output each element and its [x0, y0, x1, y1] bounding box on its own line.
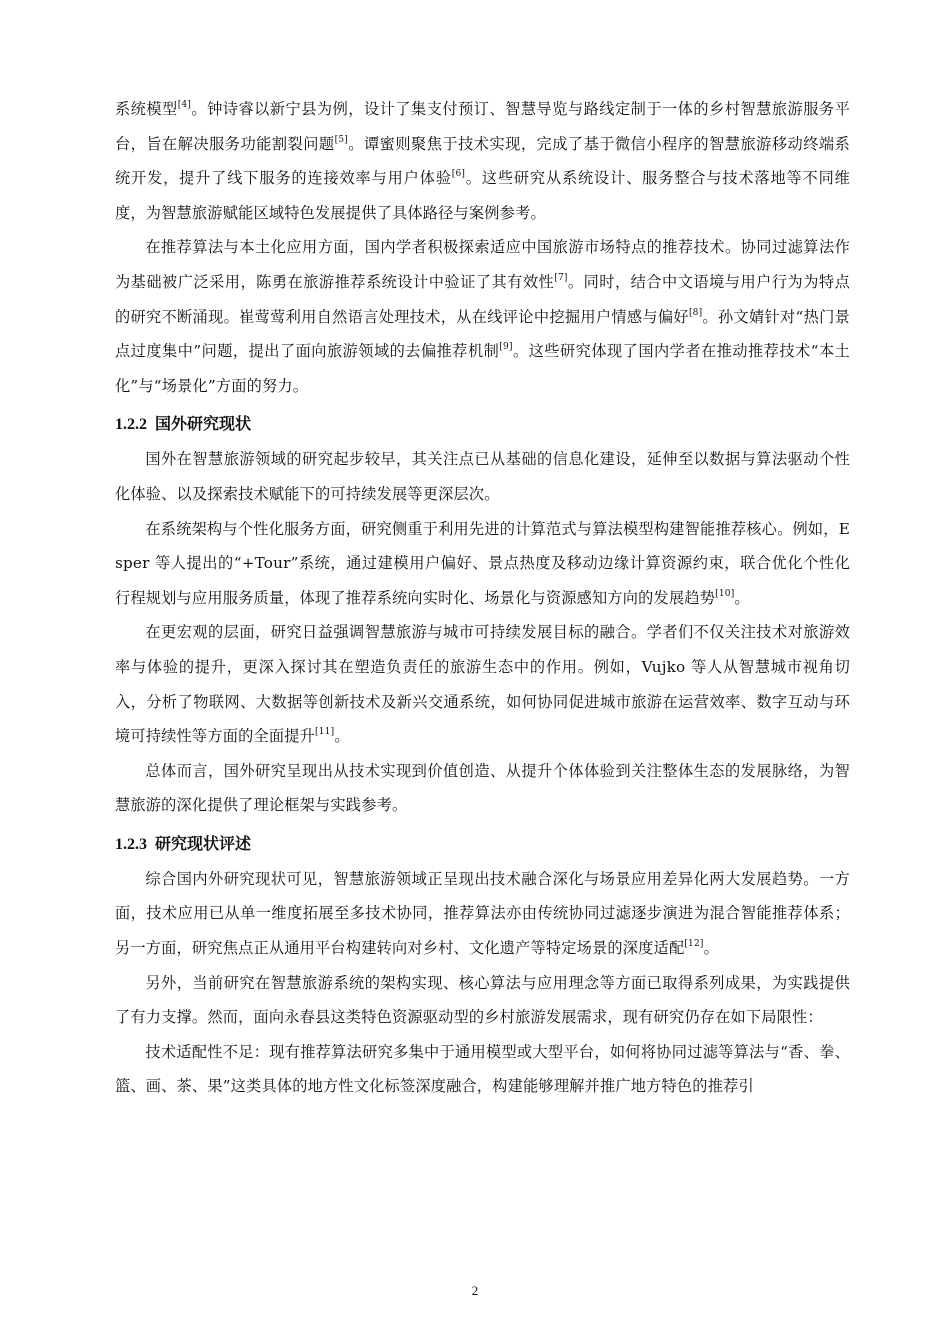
text: 。 [734, 588, 750, 607]
section-heading-1-2-3 [115, 827, 850, 862]
citation: [11] [315, 727, 335, 738]
text: 。孙文婧针对“热门景点过度集中”问题，提出了面向旅游领域的去偏推荐机制 [115, 307, 851, 361]
paragraph-7 [115, 862, 850, 966]
citation: [4] [177, 99, 192, 110]
section-title: 研究现状评述 [155, 833, 252, 853]
section-number: 1.2.2 [115, 416, 147, 434]
paragraph-5 [115, 615, 850, 753]
section-title: 国外研究现状 [155, 414, 252, 434]
text: 另外，当前研究在智慧旅游系统的架构实现、核心算法与应用理念等方面已取得系列成果，为实践提供了有力支撑。然而，面向永春县这类特色资源驱动型的乡村旅游发展需求，现有研究仍存在如下局限性： [115, 973, 850, 1027]
paragraph-3 [115, 442, 850, 511]
citation: [9] [499, 342, 513, 353]
text: 。这些研究从系统设计、服务整合与技术落地等不同维度，为智慧旅游赋能区域特色发展提供了具体路径与案例参考。 [115, 169, 850, 222]
citation: [6] [451, 169, 466, 180]
text: 。同时，结合中文语境与用户行为为特点的研究不断涌现。崔莺莺利用自然语言处理技术，从在线评论中挖掘用户情感与偏好 [115, 272, 850, 326]
citation: [10] [715, 588, 735, 599]
page-number: 2 [471, 1283, 479, 1298]
text: 国外在智慧旅游领域的研究起步较早，其关注点已从基础的信息化建设，延伸至以数据与算法驱动个性化体验、以及探索技术赋能下的可持续发展等更深层次。 [115, 450, 850, 503]
text: 在推荐算法与本土化应用方面，国内学者积极探索适应中国旅游市场特点的推荐技术。协同过滤算法作为基础被广泛采用，陈勇在旅游推荐系统设计中验证了其有效性 [115, 238, 850, 291]
paragraph-2 [115, 230, 850, 403]
citation: [5] [334, 134, 348, 145]
section-number: 1.2.3 [115, 835, 147, 853]
text: 。 [703, 939, 720, 958]
text: 。谭蜜则聚焦于技术实现，完成了基于微信小程序的智慧旅游移动终端系统开发，提升了线下服务的连接效率与用户体验 [115, 134, 850, 188]
text: 。 [334, 727, 350, 746]
text: 。这些研究体现了国内学者在推动推荐技术“本土化”与“场景化”方面的努力。 [115, 342, 850, 395]
text: 。钟诗睿以新宁县为例，设计了集支付预订、智慧导览与路线定制于一体的乡村智慧旅游服务平台，旨在解决服务功能割裂问题 [115, 100, 850, 153]
paragraph-8 [115, 966, 850, 1035]
text: 系统模型 [115, 100, 178, 118]
citation: [12] [684, 939, 704, 949]
text: 技术适配性不足：现有推荐算法研究多集中于通用模型或大型平台，如何将协同过滤等算法与“香、拳、篮、画、茶、果”这类具体的地方性文化标签深度融合，构建能够理解并推广地方特色的推荐引 [115, 1042, 850, 1096]
citation: [8] [688, 307, 703, 318]
citation: [7] [554, 272, 568, 283]
paragraph-9 [115, 1035, 850, 1104]
text: 在系统架构与个性化服务方面，研究侧重于利用先进的计算范式与算法模型构建智能推荐核心。例如，Esper 等人提出的“+Tour”系统，通过建模用户偏好、景点热度及移动边缘计算资源约束，联合优化个性化行程规划与应用服务质量，体现了推荐系统向实时化、场景化与资源感知方向的发展趋势 [115, 519, 850, 607]
text: 综合国内外研究现状可见，智慧旅游领域正呈现出技术融合深化与场景应用差异化两大发展趋势。一方面，技术应用已从单一维度拓展至多技术协同，推荐算法亦由传统协同过滤逐步演进为混合智能推荐体系；另一方面，研究焦点正从通用平台构建转向对乡村、文化遗产等特定场景的深度适配 [115, 869, 850, 958]
paragraph-6 [115, 754, 850, 823]
document-body [115, 92, 850, 1104]
text: 在更宏观的层面，研究日益强调智慧旅游与城市可持续发展目标的融合。学者们不仅关注技术对旅游效率与体验的提升，更深入探讨其在塑造负责任的旅游生态中的作用。例如，Vujko 等人从智慧城市视角切入，分析了物联网、大数据等创新技术及新兴交通系统，如何协同促进城市旅游在运营效率、数字互动与环境可持续性等方面的全面提升 [115, 623, 850, 746]
text: 总体而言，国外研究呈现出从技术实现到价值创造、从提升个体体验到关注整体生态的发展脉络，为智慧旅游的深化提供了理论框架与实践参考。 [115, 761, 850, 815]
paragraph-1 [115, 92, 850, 230]
section-heading-1-2-2 [115, 407, 850, 442]
paragraph-4 [115, 512, 850, 616]
